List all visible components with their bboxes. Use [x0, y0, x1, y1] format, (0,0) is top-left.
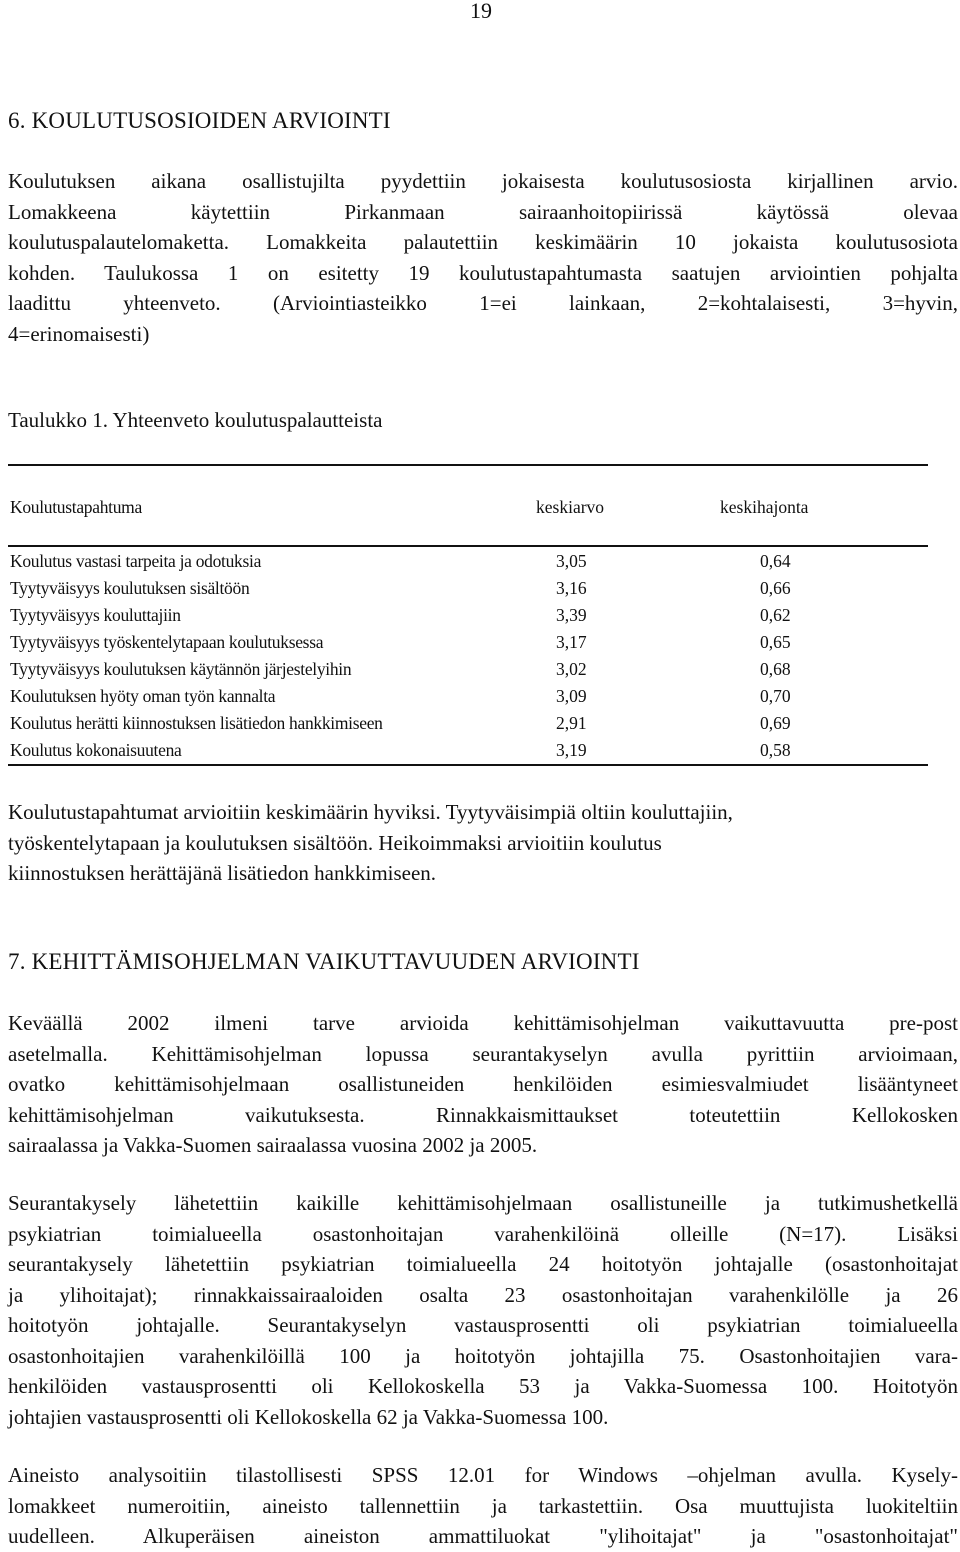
table-bottom-rule — [8, 764, 928, 766]
row-label: Tyytyväisyys koulutuksen käytännön järjestelyihin — [10, 659, 352, 679]
text-line: sairaalassa ja Vakka-Suomen sairaalassa vuosina 2002 ja 2005. — [8, 1133, 538, 1157]
text-line: Lomakkeena käytettiin Pirkanmaan sairaanhoitopiirissä käytössä olevaa — [8, 199, 958, 224]
text-line: koulutuspalautelomaketta. Lomakkeita palautettiin keskimäärin 10 jokaista koulutusosiota — [8, 230, 958, 254]
text-line: hoitotyön johtajalle. Seurantakyselyn vastausprosentti oli psykiatrian toimialueella — [8, 1313, 958, 1337]
table-row — [8, 686, 928, 713]
text-line: uudelleen. Alkuperäisen aineiston ammattiluokat "ylihoitajat" ja "osastonhoitajat" — [8, 1524, 958, 1548]
page-number: 19 — [470, 0, 492, 23]
text-line: Koulutuksen aikana osallistujilta pyydettiin jokaisesta koulutusosiosta kirjallinen arvio. — [8, 169, 958, 193]
column-header-sd: keskihajonta — [720, 497, 809, 517]
text-line: laadittu yhteenveto. (Arviointiasteikko 1=ei lainkaan, 2=kohtalaisesti, 3=hyvin, — [8, 291, 958, 315]
text-line: 4=erinomaisesti) — [8, 321, 150, 346]
table-row — [8, 632, 928, 659]
text-line: psykiatrian toimialueella osastonhoitajan varahenkilöinä olleille (N=17). Lisäksi — [8, 1221, 958, 1246]
table-top-rule — [8, 464, 928, 466]
row-mean: 3,39 — [556, 605, 587, 625]
table-row — [8, 578, 928, 605]
row-label: Tyytyväisyys koulutuksen sisältöön — [10, 578, 250, 598]
table-header-rule — [8, 545, 928, 547]
row-sd: 0,65 — [760, 632, 791, 652]
text-line: työskentelytapaan ja koulutuksen sisältöön. Heikoimmaksi arvioitiin koulutus — [8, 830, 662, 855]
text-line: osastonhoitajien varahenkilöillä 100 ja hoitotyön johtajilla 75. Osastonhoitajien vara- — [8, 1343, 958, 1368]
table-row — [8, 713, 928, 740]
row-label: Koulutus herätti kiinnostuksen lisätiedon hankkimiseen — [10, 713, 383, 733]
row-label: Tyytyväisyys työskentelytapaan koulutuksessa — [10, 632, 324, 652]
row-sd: 0,66 — [760, 578, 791, 598]
row-mean: 3,19 — [556, 740, 587, 760]
row-label: Koulutus vastasi tarpeita ja odotuksia — [10, 551, 262, 571]
row-mean: 3,09 — [556, 686, 587, 706]
section-6-summary — [8, 797, 958, 889]
text-line: kiinnostuksen herättäjänä lisätiedon hankkimiseen. — [8, 861, 437, 885]
text-line: seurantakysely lähetettiin psykiatrian toimialueella 24 hoitotyön johtajalle (osastonhoitajat — [8, 1252, 958, 1276]
table-row — [8, 740, 928, 767]
row-mean: 2,91 — [556, 713, 587, 733]
row-sd: 0,58 — [760, 740, 791, 760]
row-label: Koulutuksen hyöty oman työn kannalta — [10, 686, 276, 706]
row-label: Tyytyväisyys kouluttajiin — [10, 605, 181, 625]
row-sd: 0,70 — [760, 686, 791, 706]
row-mean: 3,16 — [556, 578, 587, 598]
row-label: Koulutus kokonaisuutena — [10, 740, 182, 760]
section-7-paragraph-2 — [8, 1188, 958, 1432]
row-sd: 0,62 — [760, 605, 791, 625]
text-line: Keväällä 2002 ilmeni tarve arvioida kehittämisohjelman vaikuttavuutta pre-post — [8, 1011, 958, 1035]
text-line: ja ylihoitajat); rinnakkaissairaaloiden osalta 23 osastonhoitajan varahenkilölle ja 26 — [8, 1282, 958, 1307]
table-caption: Taulukko 1. Yhteenveto koulutuspalautteista — [8, 408, 383, 432]
section-6-intro — [8, 166, 958, 349]
text-line: lomakkeet numeroitiin, aineisto tallennettiin ja tarkastettiin. Osa muuttujista luokiteltiin — [8, 1493, 958, 1518]
section-6-heading: 6. KOULUTUSOSIOIDEN ARVIOINTI — [8, 108, 391, 133]
column-header-event: Koulutustapahtuma — [10, 497, 142, 517]
text-line: ovatko kehittämisohjelmaan osallistuneiden henkilöiden esimiesvalmiudet lisääntyneet — [8, 1072, 958, 1096]
text-line: kehittämisohjelman vaikutuksesta. Rinnakkaismittaukset toteutettiin Kellokosken — [8, 1102, 958, 1127]
row-mean: 3,05 — [556, 551, 587, 571]
section-7-paragraph-3 — [8, 1460, 958, 1552]
text-line: Seurantakysely lähetettiin kaikille kehittämisohjelmaan osallistuneille ja tutkimushetkellä — [8, 1191, 958, 1215]
row-sd: 0,69 — [760, 713, 791, 733]
table-row — [8, 551, 928, 578]
row-sd: 0,64 — [760, 551, 791, 571]
table-header-row — [8, 497, 928, 525]
text-line: Koulutustapahtumat arvioitiin keskimäärin hyviksi. Tyytyväisimpiä oltiin kouluttajiin, — [8, 800, 733, 824]
row-sd: 0,68 — [760, 659, 791, 679]
text-line: Aineisto analysoitiin tilastollisesti SPSS 12.01 for Windows –ohjelman avulla. Kysely- — [8, 1463, 958, 1487]
table-row — [8, 605, 928, 632]
text-line: henkilöiden vastausprosentti oli Kellokoskella 53 ja Vakka-Suomessa 100. Hoitotyön — [8, 1374, 958, 1398]
section-7-heading: 7. KEHITTÄMISOHJELMAN VAIKUTTAVUUDEN ARVIOINTI — [8, 949, 640, 974]
text-line: asetelmalla. Kehittämisohjelman lopussa seurantakyselyn avulla pyrittiin arvioimaan, — [8, 1041, 958, 1066]
table-row — [8, 659, 928, 686]
section-7-paragraph-1 — [8, 1008, 958, 1161]
column-header-mean: keskiarvo — [536, 497, 605, 517]
text-line: kohden. Taulukossa 1 on esitetty 19 koulutustapahtumasta saatujen arviointien pohjalta — [8, 260, 958, 285]
row-mean: 3,02 — [556, 659, 587, 679]
row-mean: 3,17 — [556, 632, 587, 652]
text-line: johtajien vastausprosentti oli Kellokoskella 62 ja Vakka-Suomessa 100. — [8, 1404, 609, 1429]
